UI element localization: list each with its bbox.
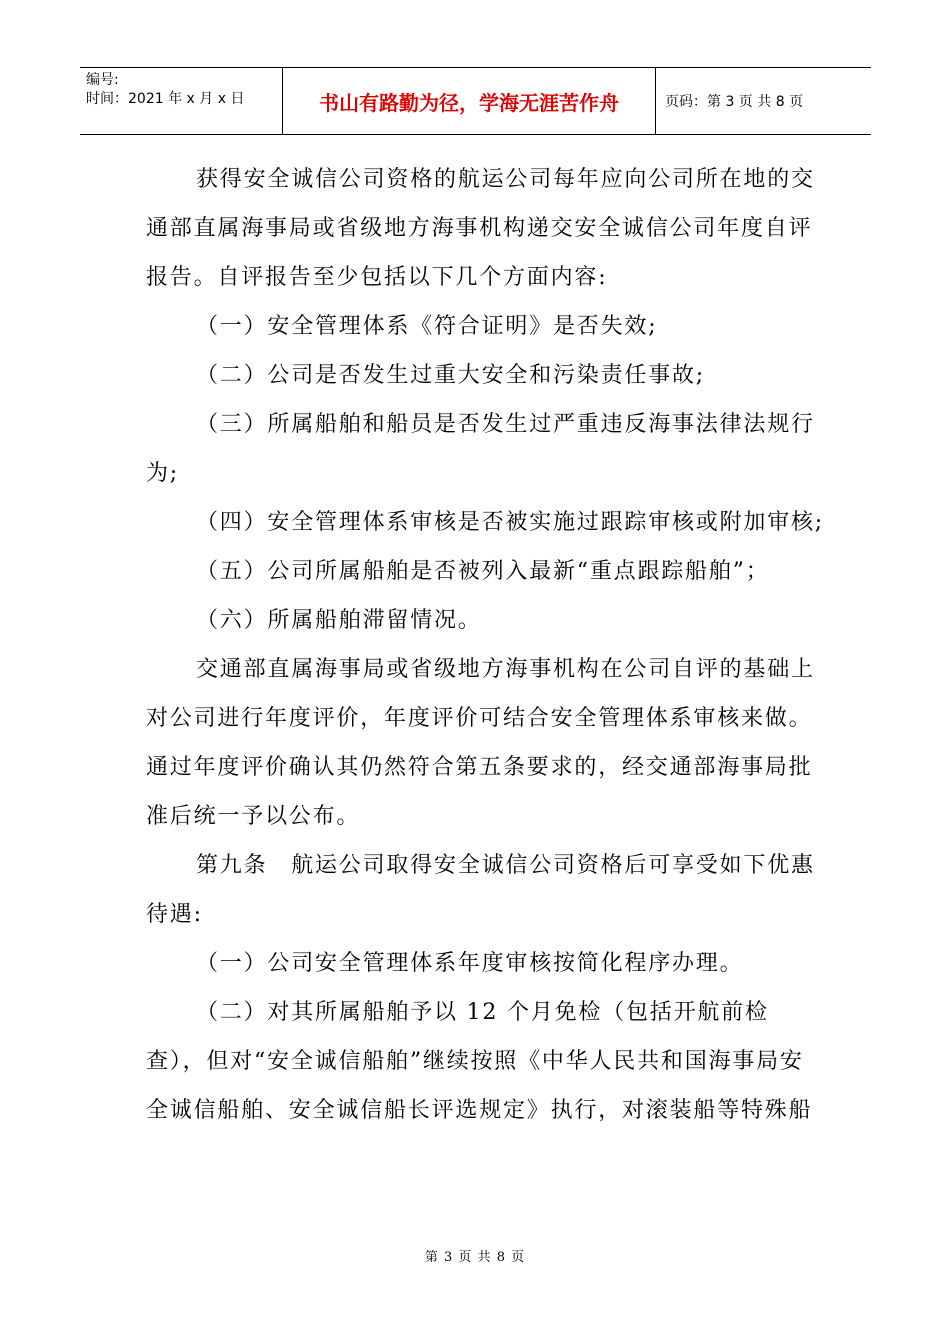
list-item: （二）对其所属船舶予以 12 个月免检（包括开航前检查），但对“安全诚信船舶”继续按照《中华人民共和国海事局安全诚信船舶、安全诚信船长评选规定》执行，对滚装船等特殊船 [146,1000,813,1123]
list-item: （一）公司安全管理体系年度审核按简化程序办理。 [196,951,744,976]
list-item: （四）安全管理体系审核是否被实施过跟踪审核或附加审核; [196,510,825,535]
document-body [146,155,826,1135]
header-meta [80,68,283,134]
header-page-info [656,68,871,134]
document-number-label: 编号: [86,72,119,88]
list-item: （一）安全管理体系《符合证明》是否失效; [196,314,658,339]
header-motto [283,68,656,134]
page-info-text: 页码：第 3 页 共 8 页 [665,94,804,110]
article-heading-paragraph: 第九条 航运公司取得安全诚信公司资格后可享受如下优惠待遇: [146,853,815,927]
body-paragraph: 交通部直属海事局或省级地方海事机构在公司自评的基础上对公司进行年度评价，年度评价可结合安全管理体系审核来做。通过年度评价确认其仍然符合第五条要求的，经交通部海事局批准后统一予以公布。 [146,657,815,829]
body-paragraph: 获得安全诚信公司资格的航运公司每年应向公司所在地的交通部直属海事局或省级地方海事机构递交安全诚信公司年度自评报告。自评报告至少包括以下几个方面内容: [146,167,815,290]
list-item: （六）所属船舶滞留情况。 [196,608,482,633]
list-item: （五）公司所属船舶是否被列入最新“重点跟踪船舶”； [196,559,770,584]
list-item: （三）所属船舶和船员是否发生过严重违反海事法律法规行为; [146,412,815,486]
document-date: 时间：2021 年 x 月 x 日 [86,91,245,107]
footer-page-number: 第 3 页 共 8 页 [424,1250,526,1265]
motto-text: 书山有路勤为径，学海无涯苦作舟 [319,90,619,115]
list-item: （二）公司是否发生过重大安全和污染责任事故; [196,363,706,388]
page-header [80,67,871,135]
page-footer [0,1246,950,1265]
